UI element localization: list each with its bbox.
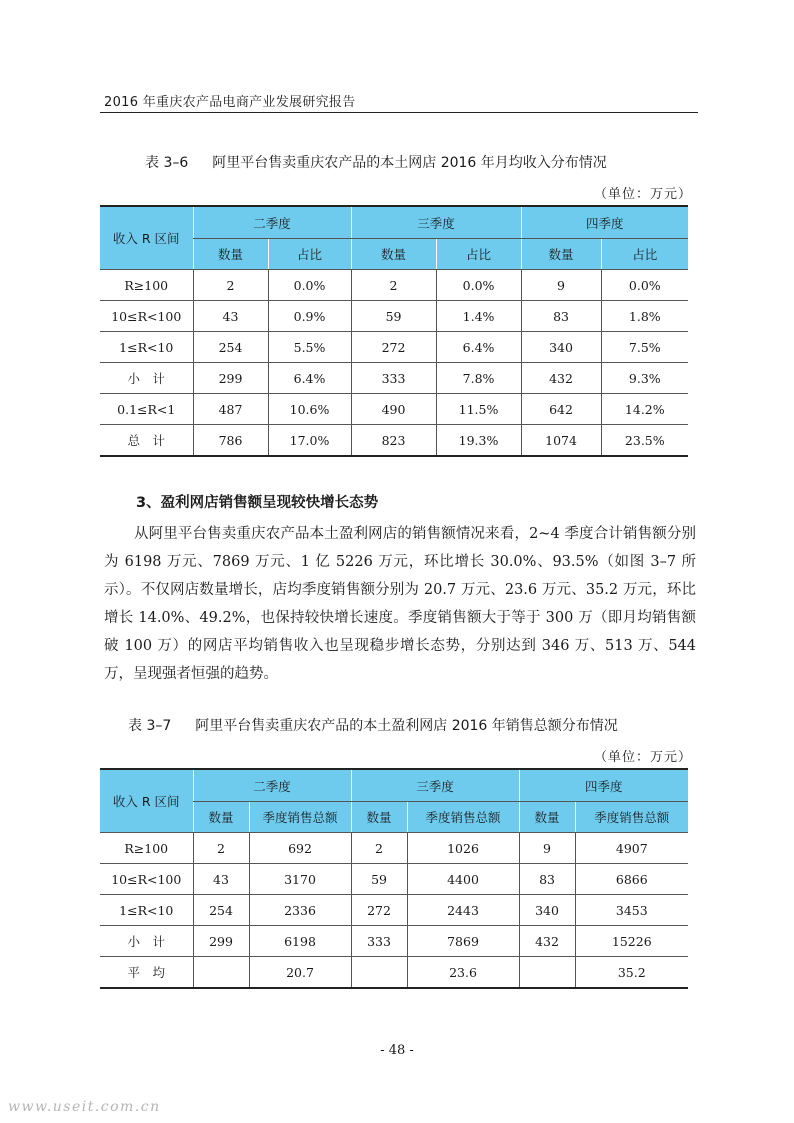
table-row <box>100 270 688 301</box>
row-label: 1≤R<10 <box>100 332 193 363</box>
table-cell: 299 <box>193 363 268 394</box>
table-cell: 333 <box>351 363 436 394</box>
table-cell: 83 <box>519 864 575 895</box>
running-header: 2016 年重庆农产品电商产业发展研究报告 <box>104 95 356 110</box>
table-row <box>100 301 688 332</box>
table1-subheader: 数量 <box>193 239 268 270</box>
table-cell: 1.8% <box>601 301 688 332</box>
table-cell: 43 <box>193 301 268 332</box>
table-row <box>100 363 688 394</box>
table2-group-header: 四季度 <box>519 769 688 802</box>
row-label: 10≤R<100 <box>100 864 193 895</box>
table2-title: 阿里平台售卖重庆农产品的本土盈利网店 2016 年销售总额分布情况 <box>195 718 618 734</box>
table-cell: 9 <box>519 833 575 864</box>
table1-subheader: 占比 <box>268 239 351 270</box>
table-cell: 5.5% <box>268 332 351 363</box>
table-cell: 6.4% <box>436 332 521 363</box>
table-cell: 2 <box>193 833 249 864</box>
table1-group-header: 三季度 <box>351 206 521 239</box>
table1-group-header: 四季度 <box>521 206 688 239</box>
table-cell: 23.6 <box>407 957 519 989</box>
table-row <box>100 833 688 864</box>
table-row <box>100 425 688 457</box>
table1-corner-header: 收入 R 区间 <box>100 206 193 270</box>
table-cell: 2 <box>351 270 436 301</box>
table-cell: 2 <box>193 270 268 301</box>
row-label: R≥100 <box>100 270 193 301</box>
row-label: 1≤R<10 <box>100 895 193 926</box>
table2-number: 表 3–7 <box>128 718 172 734</box>
table1-unit: （单位：万元） <box>593 187 692 202</box>
table2-group-header: 三季度 <box>351 769 519 802</box>
watermark: www.useit.com.cn <box>8 1099 161 1115</box>
table-cell: 823 <box>351 425 436 457</box>
table2 <box>100 768 688 989</box>
table-cell: 692 <box>249 833 351 864</box>
table-cell: 1026 <box>407 833 519 864</box>
table-cell: 83 <box>521 301 601 332</box>
row-label: 总 计 <box>100 425 193 457</box>
table-cell: 6866 <box>575 864 688 895</box>
table2-subheader: 数量 <box>519 802 575 833</box>
table2-group-header: 二季度 <box>193 769 351 802</box>
table-row <box>100 926 688 957</box>
table1-title: 阿里平台售卖重庆农产品的本土网店 2016 年月均收入分布情况 <box>212 155 607 171</box>
table-cell: 2336 <box>249 895 351 926</box>
table1-caption <box>145 152 607 172</box>
table-cell: 6198 <box>249 926 351 957</box>
table2-corner-header: 收入 R 区间 <box>100 769 193 833</box>
table-cell: 43 <box>193 864 249 895</box>
table-cell: 2443 <box>407 895 519 926</box>
table-cell: 254 <box>193 332 268 363</box>
table-cell: 3170 <box>249 864 351 895</box>
table-cell: 59 <box>351 864 407 895</box>
table-cell: 490 <box>351 394 436 425</box>
table2-caption <box>128 715 618 735</box>
table-cell: 340 <box>519 895 575 926</box>
table-cell: 6.4% <box>268 363 351 394</box>
table-cell: 14.2% <box>601 394 688 425</box>
table-cell: 7.5% <box>601 332 688 363</box>
row-label: 0.1≤R<1 <box>100 394 193 425</box>
table-cell: 2 <box>351 833 407 864</box>
table-cell: 9.3% <box>601 363 688 394</box>
header-rule <box>100 112 698 113</box>
table-cell: 10.6% <box>268 394 351 425</box>
table2-subheader: 数量 <box>193 802 249 833</box>
table-cell: 786 <box>193 425 268 457</box>
table-row <box>100 864 688 895</box>
table-cell: 59 <box>351 301 436 332</box>
table-cell: 0.0% <box>268 270 351 301</box>
table-cell: 432 <box>519 926 575 957</box>
table-row <box>100 394 688 425</box>
table1 <box>100 205 688 457</box>
table2-subheader: 数量 <box>351 802 407 833</box>
table-cell: 0.9% <box>268 301 351 332</box>
table1-number: 表 3–6 <box>145 155 189 171</box>
section-heading: 3、盈利网店销售额呈现较快增长态势 <box>136 495 379 511</box>
table-cell <box>351 957 407 989</box>
row-label: 小 计 <box>100 926 193 957</box>
table1-subheader: 数量 <box>521 239 601 270</box>
table-cell: 4400 <box>407 864 519 895</box>
table-cell: 11.5% <box>436 394 521 425</box>
table2-subheader: 季度销售总额 <box>407 802 519 833</box>
table-cell: 487 <box>193 394 268 425</box>
table-cell: 432 <box>521 363 601 394</box>
table-cell: 17.0% <box>268 425 351 457</box>
table-cell: 0.0% <box>601 270 688 301</box>
table-cell: 272 <box>351 895 407 926</box>
table-cell: 340 <box>521 332 601 363</box>
table1-subheader: 数量 <box>351 239 436 270</box>
table-cell: 1.4% <box>436 301 521 332</box>
table-cell: 4907 <box>575 833 688 864</box>
table1-subheader: 占比 <box>436 239 521 270</box>
table-cell: 1074 <box>521 425 601 457</box>
table-cell <box>519 957 575 989</box>
table-cell: 333 <box>351 926 407 957</box>
table1-group-header: 二季度 <box>193 206 351 239</box>
row-label: R≥100 <box>100 833 193 864</box>
table1-subheader: 占比 <box>601 239 688 270</box>
table-cell: 23.5% <box>601 425 688 457</box>
table-cell: 7.8% <box>436 363 521 394</box>
body-paragraph: 从阿里平台售卖重庆农产品本土盈利网店的销售额情况来看，2~4 季度合计销售额分别为 6198 万元、7869 万元、1 亿 5226 万元，环比增长 30.0%、93.5%（如图 3–7 所示）。不仅网店数量增长，店均季度销售额分别为 20.7 万元、23.6 万元、35.2 万元，环比增长 14.0%、49.2%，也保持较快增长速度。季度销售额大于等于 300 万（即月均销售额破 100 万）的网店平均销售收入也呈现稳步增长态势，分别达到 346 万、513 万、544 万，呈现强者恒强的趋势。 <box>104 526 696 682</box>
row-label: 平 均 <box>100 957 193 989</box>
table-row <box>100 332 688 363</box>
table-cell: 642 <box>521 394 601 425</box>
row-label: 小 计 <box>100 363 193 394</box>
table-cell: 19.3% <box>436 425 521 457</box>
table-cell: 299 <box>193 926 249 957</box>
table-row <box>100 895 688 926</box>
row-label: 10≤R<100 <box>100 301 193 332</box>
table-cell: 15226 <box>575 926 688 957</box>
page-number: - 48 - <box>380 1043 414 1058</box>
table-cell: 9 <box>521 270 601 301</box>
table-cell: 254 <box>193 895 249 926</box>
table2-subheader: 季度销售总额 <box>249 802 351 833</box>
table2-unit: （单位：万元） <box>593 750 692 765</box>
table2-subheader: 季度销售总额 <box>575 802 688 833</box>
table-cell: 3453 <box>575 895 688 926</box>
table-cell: 0.0% <box>436 270 521 301</box>
table-cell: 7869 <box>407 926 519 957</box>
table-cell <box>193 957 249 989</box>
table-cell: 272 <box>351 332 436 363</box>
table-cell: 35.2 <box>575 957 688 989</box>
table-row <box>100 957 688 989</box>
table-cell: 20.7 <box>249 957 351 989</box>
